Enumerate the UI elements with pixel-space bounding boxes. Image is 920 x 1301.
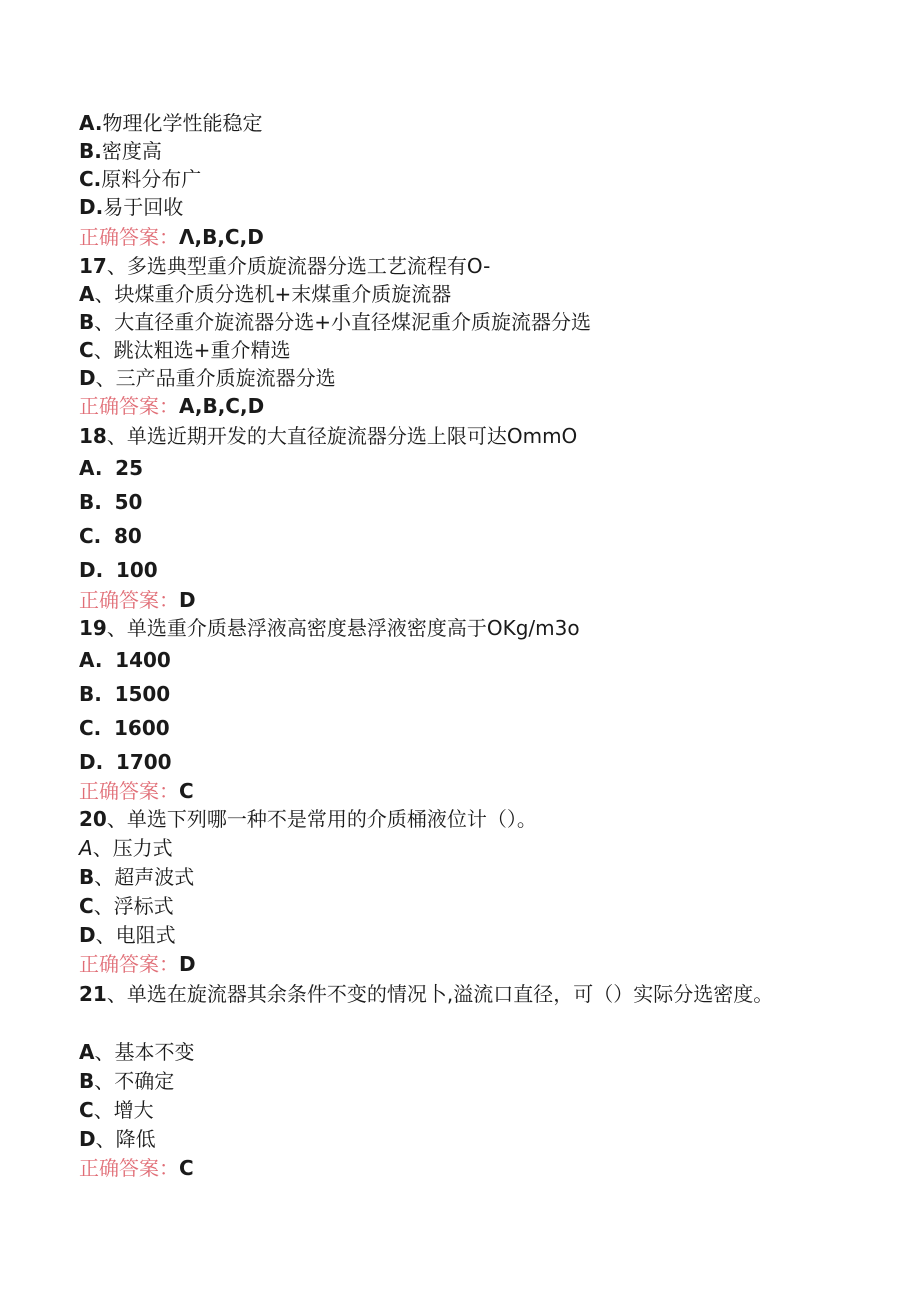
option-c: C. 1600: [79, 716, 170, 740]
option-d: D. 100: [79, 558, 158, 582]
option-c: C、浮标式: [79, 894, 174, 918]
correct-answer: 正确答案：C: [79, 1156, 194, 1180]
correct-answer: 正确答案：A,B,C,D: [79, 394, 265, 418]
option-b: B. 1500: [79, 682, 171, 706]
question-20: 20、单选下列哪一种不是常用的介质桶液位计（）。: [79, 807, 537, 831]
correct-answer: 正确答案：C: [79, 779, 194, 803]
option-c: C、增大: [79, 1098, 154, 1122]
option-a: A. 1400: [79, 648, 171, 672]
correct-answer: 正确答案：Λ,B,C,D: [79, 225, 264, 249]
option-a: A、压力式: [79, 836, 173, 860]
option-c: C. 80: [79, 524, 142, 548]
question-18: 18、单选近期开发的大直径旋流器分选上限可达OmmO: [79, 424, 578, 448]
option-b: B、大直径重介旋流器分选+小直径煤泥重介质旋流器分选: [79, 310, 592, 334]
option-c: C、跳汰粗选+重介精选: [79, 338, 291, 362]
option-d: D、三产品重介质旋流器分选: [79, 366, 336, 390]
option-d: D、电阻式: [79, 923, 176, 947]
option-b: B、超声波式: [79, 865, 195, 889]
option-c: C.原料分布广: [79, 167, 202, 191]
option-d: D、降低: [79, 1127, 156, 1151]
option-a: A、块煤重介质分选机+末煤重介质旋流器: [79, 282, 452, 306]
option-a: A. 25: [79, 456, 144, 480]
option-b: B. 50: [79, 490, 143, 514]
correct-answer: 正确答案：D: [79, 952, 196, 976]
option-b: B.密度高: [79, 139, 162, 163]
option-b: B、不确定: [79, 1069, 175, 1093]
question-21: 21、单选在旋流器其余条件不变的情况卜,溢流口直径，可（）实际分选密度。: [79, 982, 774, 1006]
correct-answer: 正确答案：D: [79, 588, 196, 612]
option-a: A.物理化学性能稳定: [79, 111, 263, 135]
option-d: D. 1700: [79, 750, 172, 774]
option-d: D.易于回收: [79, 195, 184, 219]
option-a: A、基本不变: [79, 1040, 195, 1064]
question-19: 19、单选重介质悬浮液高密度悬浮液密度高于OKg/m3o: [79, 616, 580, 640]
question-17: 17、多选典型重介质旋流器分选工艺流程有O-: [79, 254, 491, 278]
